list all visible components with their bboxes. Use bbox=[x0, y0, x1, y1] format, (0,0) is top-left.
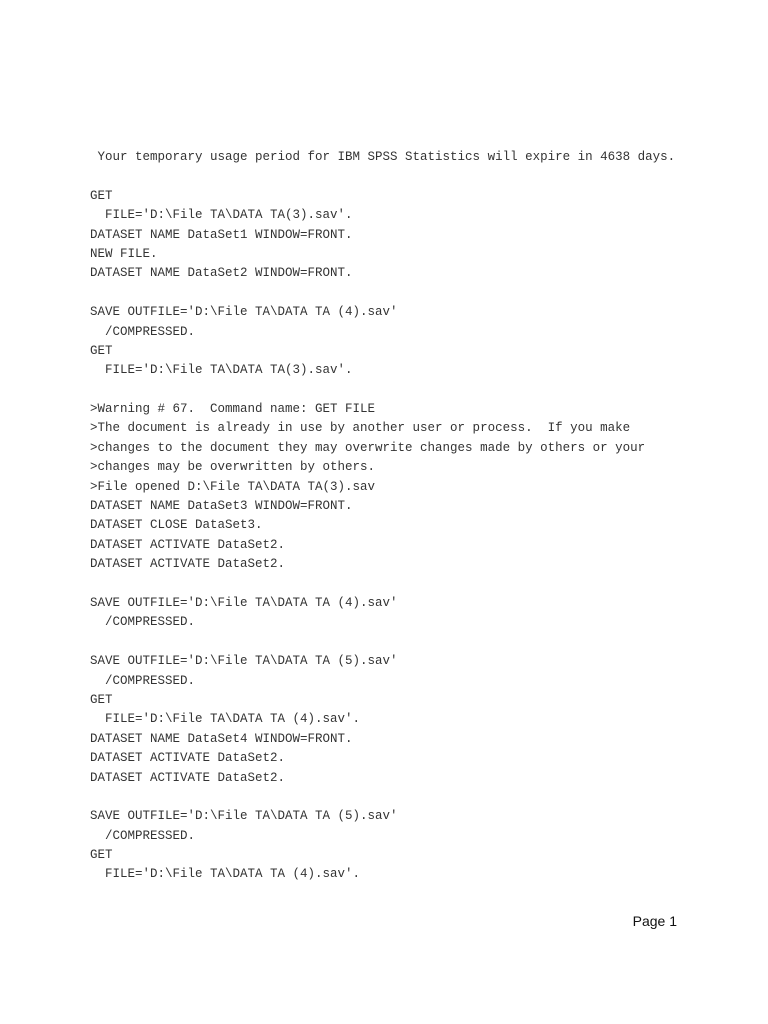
log-line: FILE='D:\File TA\DATA TA (4).sav'. bbox=[90, 867, 361, 882]
log-line: >changes may be overwritten by others. bbox=[90, 460, 376, 475]
log-line: DATASET ACTIVATE DataSet2. bbox=[90, 557, 286, 572]
log-line: SAVE OUTFILE='D:\File TA\DATA TA (5).sav' bbox=[90, 654, 398, 669]
log-line: Your temporary usage period for IBM SPSS Statistics will expire in 4638 days. bbox=[90, 150, 676, 164]
log-line: DATASET ACTIVATE DataSet2. bbox=[90, 537, 286, 552]
log-line: DATASET CLOSE DataSet3. bbox=[90, 518, 263, 533]
log-line: DATASET NAME DataSet2 WINDOW=FRONT. bbox=[90, 266, 353, 281]
log-line: >The document is already in use by another user or process. If you make bbox=[90, 421, 631, 436]
log-line: GET bbox=[90, 343, 113, 358]
log-line: DATASET NAME DataSet3 WINDOW=FRONT. bbox=[90, 499, 353, 514]
blank-line bbox=[90, 575, 710, 594]
blank-line bbox=[90, 167, 710, 186]
log-line: DATASET ACTIVATE DataSet2. bbox=[90, 770, 286, 785]
log-line: /COMPRESSED. bbox=[90, 615, 196, 630]
log-line: /COMPRESSED. bbox=[90, 828, 196, 843]
page-number: Page 1 bbox=[632, 913, 677, 929]
blank-line bbox=[90, 633, 710, 652]
log-line: FILE='D:\File TA\DATA TA (4).sav'. bbox=[90, 712, 361, 727]
log-line: >Warning # 67. Command name: GET FILE bbox=[90, 402, 376, 417]
log-line: FILE='D:\File TA\DATA TA(3).sav'. bbox=[90, 208, 353, 223]
log-line: SAVE OUTFILE='D:\File TA\DATA TA (5).sav' bbox=[90, 809, 398, 824]
log-line: FILE='D:\File TA\DATA TA(3).sav'. bbox=[90, 363, 353, 378]
blank-line bbox=[90, 788, 710, 807]
blank-line bbox=[90, 381, 710, 400]
log-line: /COMPRESSED. bbox=[90, 673, 196, 688]
log-line: >File opened D:\File TA\DATA TA(3).sav bbox=[90, 479, 376, 494]
log-line: DATASET ACTIVATE DataSet2. bbox=[90, 751, 286, 766]
log-line: SAVE OUTFILE='D:\File TA\DATA TA (4).sav' bbox=[90, 595, 398, 610]
log-line: GET bbox=[90, 692, 113, 707]
syntax-log-text bbox=[90, 148, 710, 885]
log-line: SAVE OUTFILE='D:\File TA\DATA TA (4).sav' bbox=[90, 305, 398, 320]
log-line: GET bbox=[90, 848, 113, 863]
log-line: GET bbox=[90, 188, 113, 203]
blank-line bbox=[90, 284, 710, 303]
log-line: DATASET NAME DataSet1 WINDOW=FRONT. bbox=[90, 227, 353, 242]
log-line: /COMPRESSED. bbox=[90, 324, 196, 339]
log-line: DATASET NAME DataSet4 WINDOW=FRONT. bbox=[90, 731, 353, 746]
log-line: NEW FILE. bbox=[90, 246, 158, 261]
log-line: >changes to the document they may overwrite changes made by others or your bbox=[90, 440, 646, 455]
